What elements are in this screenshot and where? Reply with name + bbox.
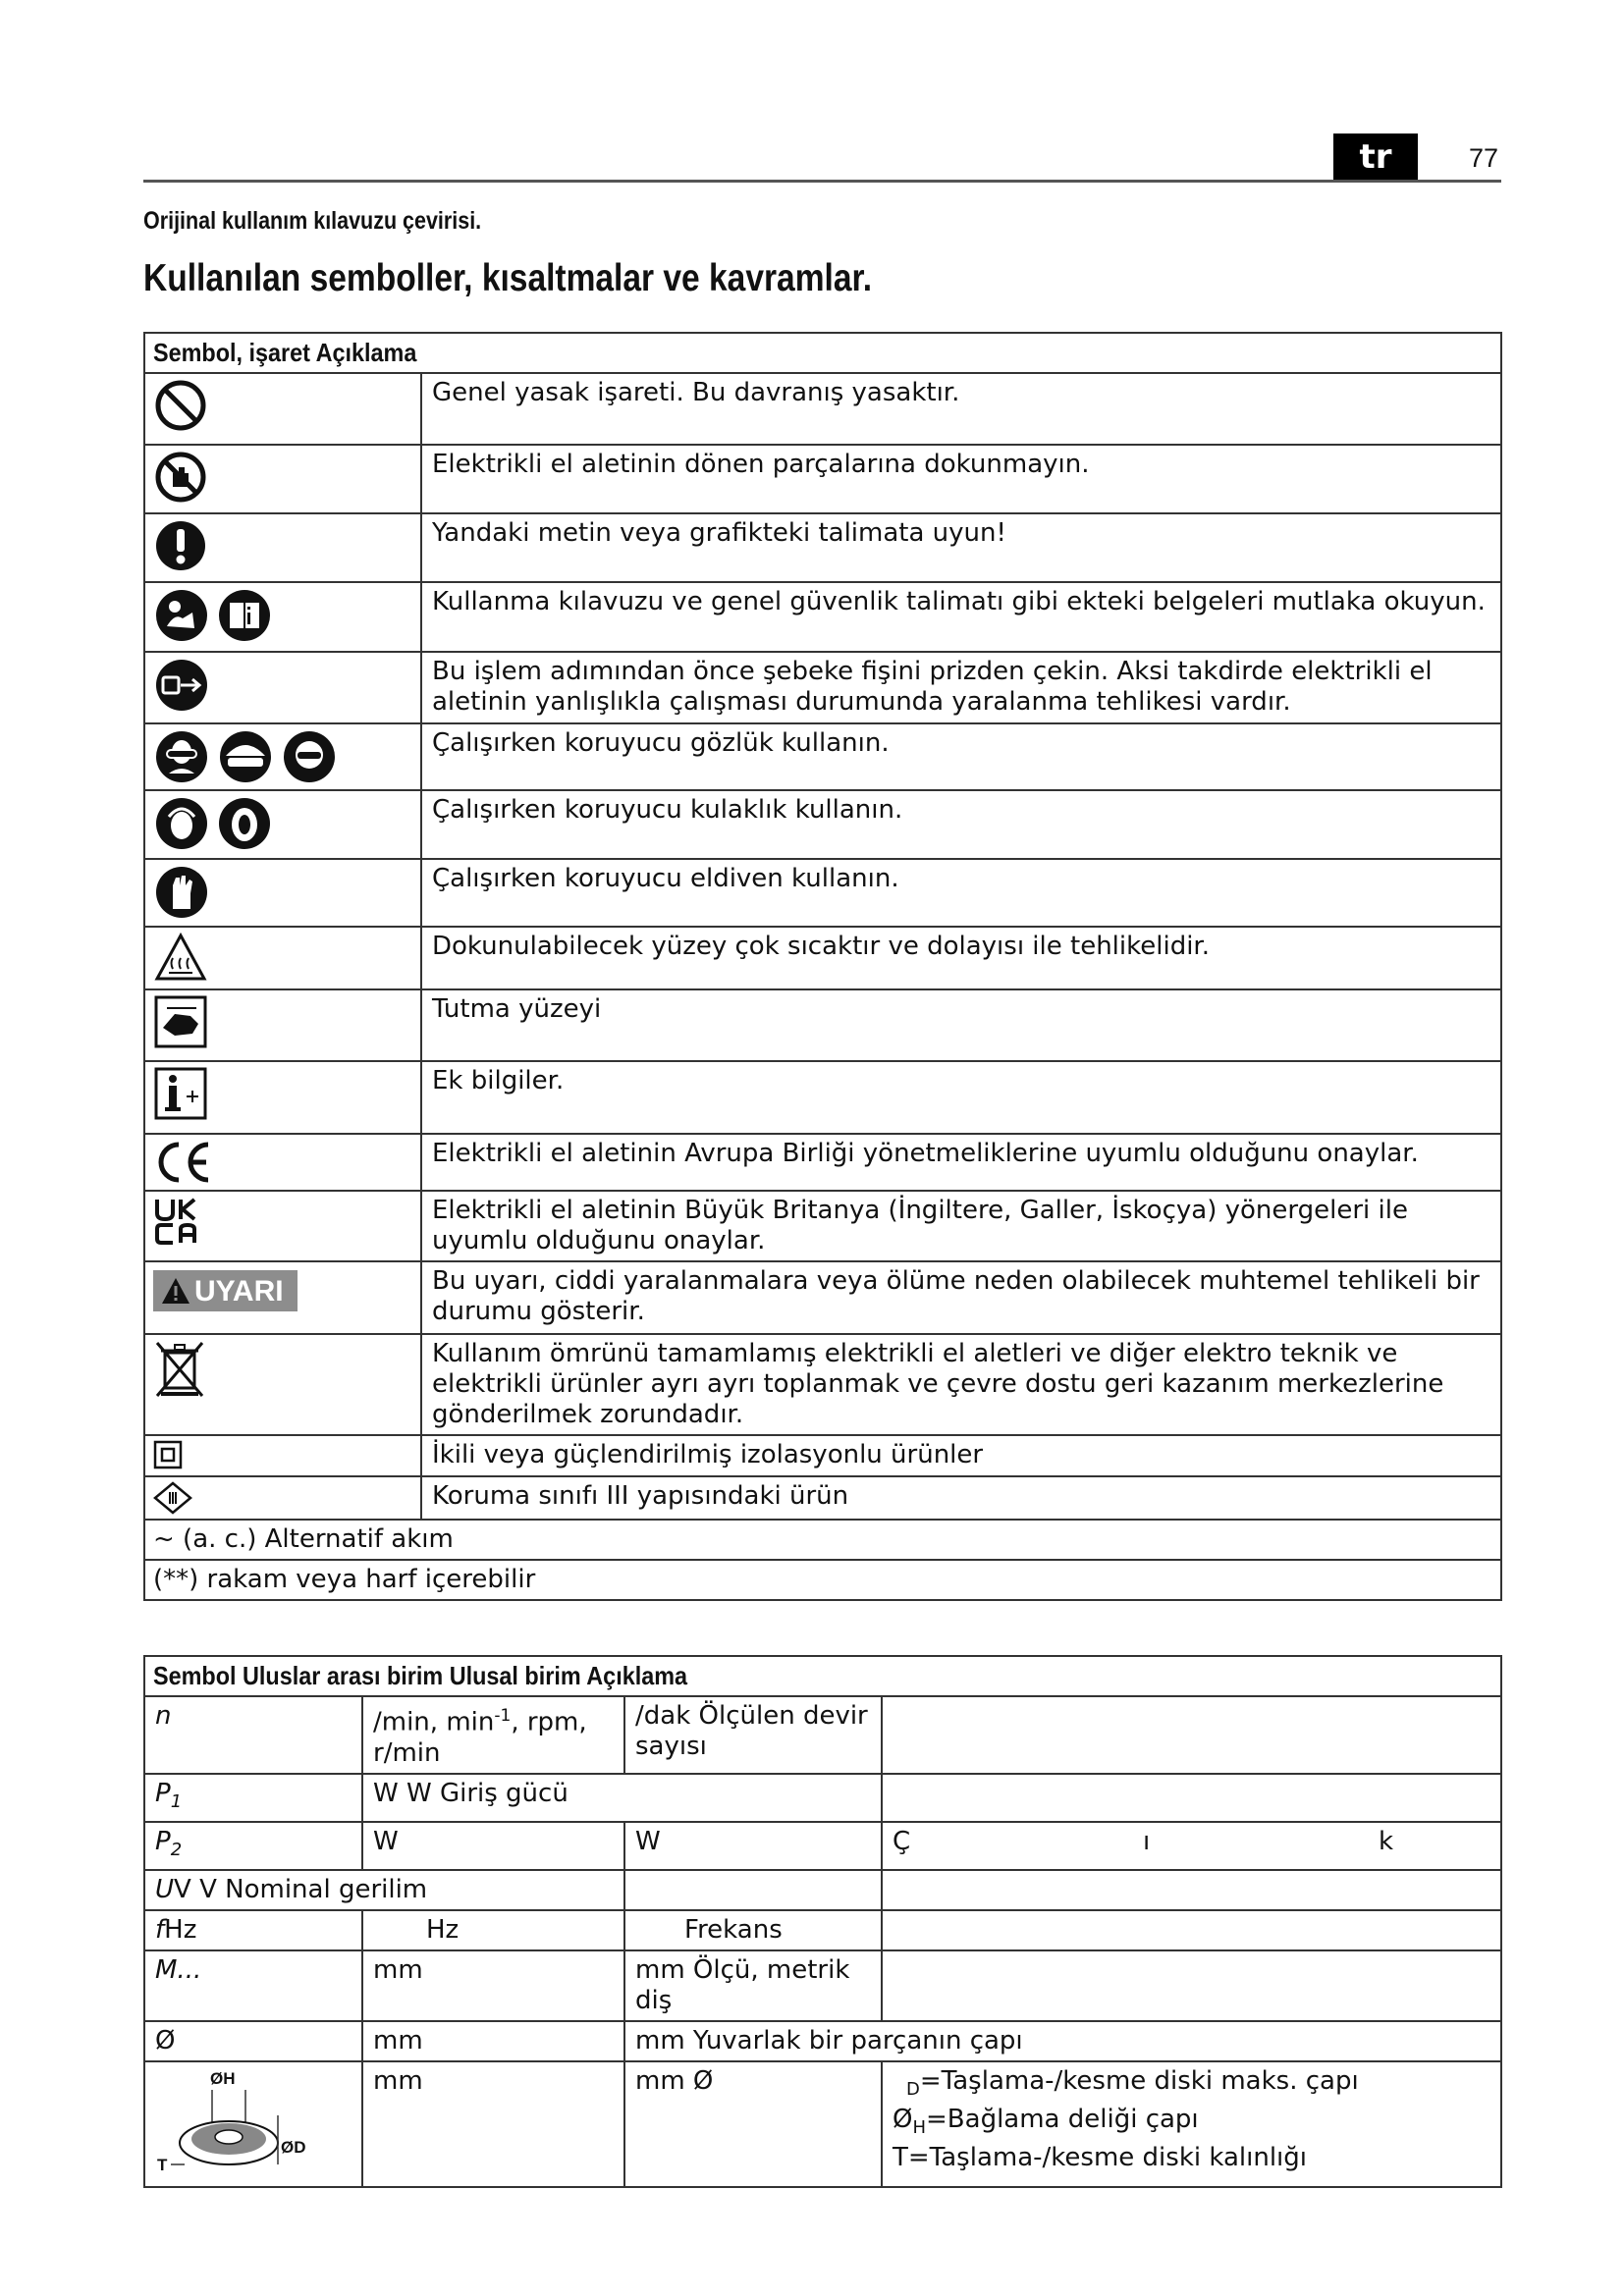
unit-desc [882,1774,1501,1822]
symbol-desc: Kullanma kılavuzu ve genel güvenlik talimatı gibi ekteki belgeleri mutlaka okuyun. [421,582,1501,652]
symbol-desc: Yandaki metin veya grafikteki talimata uyun! [421,513,1501,582]
grip-surface-icon [153,994,208,1049]
protection-class-3-icon [153,1481,192,1515]
symbol-desc: Bu uyarı, ciddi yaralanmalara veya ölüme neden olabilecek muhtemel tehlikeli bir durumu gösterir. [421,1261,1501,1334]
double-insulation-icon [153,1440,183,1469]
disc-dim-oh: ØH [210,2069,236,2089]
symbol-desc: Çalışırken koruyucu eldiven kullanın. [421,859,1501,927]
grinding-disc-icon [155,2066,328,2174]
national-unit: mm Yuvarlak bir parçanın çapı [624,2021,1501,2061]
unit-symbol: $P_1$ [144,1774,362,1822]
unit-desc [882,1950,1501,2021]
symbol-desc: Çalışırken koruyucu kulaklık kullanın. [421,790,1501,859]
prohibition-icon [153,378,208,433]
national-unit: /dak Ölçülen devir sayısı [624,1696,882,1774]
units-table-header: Sembol Uluslar arası birim Ulusal birim Açıklama [144,1656,1501,1696]
symbol-desc: Elektrikli el aletinin Avrupa Birliği yönetmeliklerine uyumlu olduğunu onaylar. [421,1134,1501,1191]
intl-unit: W W Giriş gücü [362,1774,882,1822]
eye-protection-icon [153,728,338,785]
national-unit: mm Ölçü, metrik diş [624,1950,882,2021]
unit-symbol: $P_2$ [144,1822,362,1870]
unit-symbol: fHz [144,1910,362,1950]
intl-unit: mm [362,2021,624,2061]
symbol-desc: Genel yasak işareti. Bu davranış yasaktır. [421,373,1501,445]
unit-desc [882,1870,1501,1910]
unit-desc [882,1910,1501,1950]
symbol-desc: Dokunulabilecek yüzey çok sıcaktır ve dolayısı ile tehlikelidir. [421,927,1501,989]
unit-symbol: n [144,1696,362,1774]
hot-surface-icon [153,932,208,983]
disc-dim-od: ØD [281,2138,306,2158]
gloves-icon [153,864,210,921]
language-badge: tr [1333,133,1418,180]
unit-symbol: Ø [144,2021,362,2061]
symbol-desc: Bu işlem adımından önce şebeke fişini prizden çekin. Aksi takdirde elektrikli el aletinin yanlışlıkla çalışması durumunda yaralanma tehlikesi vardır. [421,652,1501,723]
intl-unit: /min, $\min^{-1}$, rpm, r/min [362,1696,624,1774]
intl-unit: W [362,1822,624,1870]
symbols-footer-row: ~ (a. c.) Alternatif akım [144,1520,1501,1560]
section-title: Kullanılan semboller, kısaltmalar ve kavramlar. [143,257,873,299]
symbol-desc: Kullanım ömrünü tamamlamış elektrikli el aletleri ve diğer elektro teknik ve elektrikli ürünler ayrı ayrı toplanmak ve çevre dostu geri kazanım merkezlerine gönderilmek zorundadır. [421,1334,1501,1435]
weee-bin-icon [153,1339,206,1400]
intl-unit: mm [362,1950,624,2021]
no-touch-rotating-parts-icon [153,450,208,505]
symbol-desc: Ek bilgiler. [421,1061,1501,1134]
national-unit: mm Ø [624,2061,882,2187]
ce-mark-icon [153,1139,216,1186]
national-unit [624,1870,882,1910]
original-note: Orijinal kullanım kılavuzu çevirisi. [143,207,482,235]
ear-protection-icon [153,795,275,852]
intl-unit: Hz [362,1910,624,1950]
read-manual-icon [153,587,275,644]
unit-desc: Ç ı k [882,1822,1501,1870]
units-table [143,1655,1502,2188]
symbol-desc: Tutma yüzeyi [421,989,1501,1061]
unit-symbol: M... [144,1950,362,2021]
unit-symbol: UV V Nominal gerilim [144,1870,624,1910]
symbol-desc: İkili veya güçlendirilmiş izolasyonlu ürünler [421,1435,1501,1476]
symbol-desc: Elektrikli el aletinin dönen parçalarına dokunmayın. [421,445,1501,513]
unplug-icon [153,657,210,714]
symbol-desc: Koruma sınıfı III yapısındaki ürün [421,1476,1501,1520]
unit-desc [882,1696,1501,1774]
header-rule [143,180,1501,183]
info-icon [153,1066,208,1121]
symbols-footer-row: (**) rakam veya harf içerebilir [144,1560,1501,1600]
disc-figure-cell [144,2061,362,2187]
warning-label-icon: UYARI [153,1270,298,1311]
disc-dim-t: T [157,2156,168,2175]
unit-desc: $_D$=Taşlama-/kesme diski maks. çapı $Ø_H=Bağlama$ deliği çapı T=Taşlama-/kesme diski kalınlığı [882,2061,1501,2187]
mandatory-exclamation-icon [153,518,208,573]
page-number: 77 [1469,143,1499,173]
symbols-table [143,332,1502,1601]
intl-unit: mm [362,2061,624,2187]
ukca-mark-icon [153,1196,200,1247]
national-unit: W [624,1822,882,1870]
symbol-desc: Elektrikli el aletinin Büyük Britanya (İngiltere, Galler, İskoçya) yönergeleri ile uyumlu olduğunu onaylar. [421,1191,1501,1261]
symbol-desc: Çalışırken koruyucu gözlük kullanın. [421,723,1501,790]
national-unit: Frekans [624,1910,882,1950]
symbols-table-header: Sembol, işaret Açıklama [144,333,1501,373]
